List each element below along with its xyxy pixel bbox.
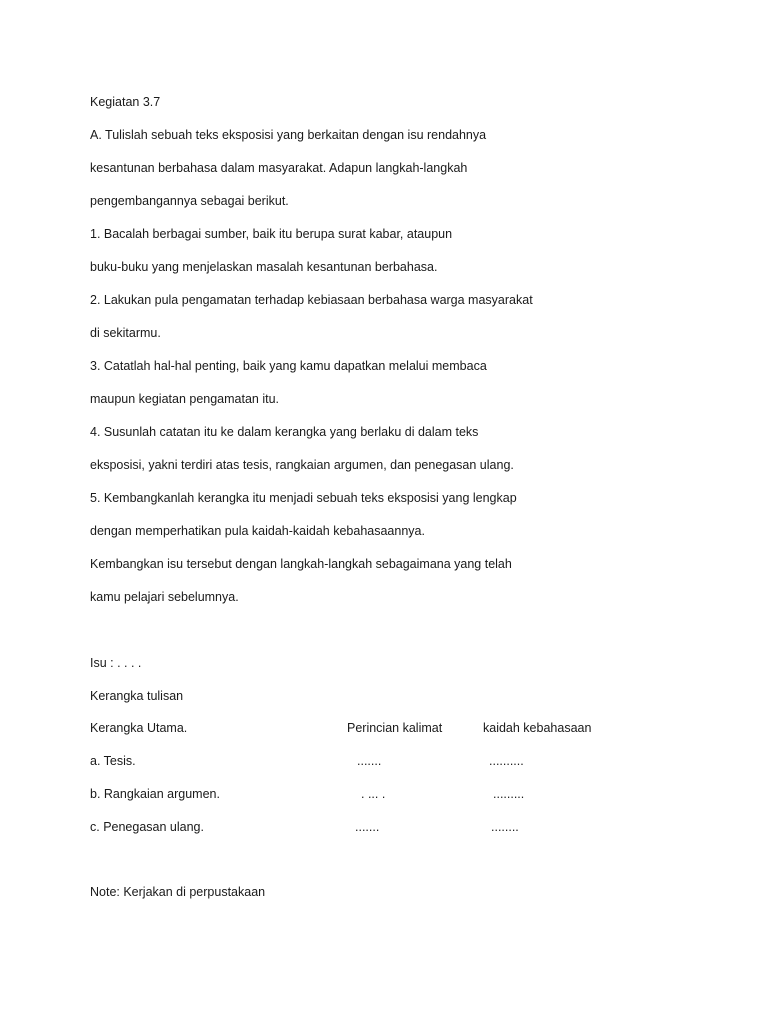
row-label: b. Rangkaian argumen.: [90, 787, 220, 801]
paragraph-line: buku-buku yang menjelaskan masalah kesantunan berbahasa.: [90, 260, 438, 274]
paragraph-line: 3. Catatlah hal-hal penting, baik yang kamu dapatkan melalui membaca: [90, 359, 487, 373]
paragraph-line: pengembangannya sebagai berikut.: [90, 194, 289, 208]
row-label: c. Penegasan ulang.: [90, 820, 204, 834]
paragraph-line: di sekitarmu.: [90, 326, 161, 340]
kerangka-tulisan-heading: Kerangka tulisan: [90, 689, 184, 703]
paragraph-line: dengan memperhatikan pula kaidah-kaidah kebahasaannya.: [90, 524, 425, 538]
header-kaidah-kebahasaan: kaidah kebahasaan: [483, 721, 592, 735]
header-kerangka-utama: Kerangka Utama.: [90, 721, 188, 735]
paragraph-line: 5. Kembangkanlah kerangka itu menjadi sebuah teks eksposisi yang lengkap: [90, 491, 517, 505]
paragraph-line: 1. Bacalah berbagai sumber, baik itu berupa surat kabar, ataupun: [90, 227, 453, 241]
row-kaidah: .........: [493, 787, 525, 801]
row-label: a. Tesis.: [90, 754, 136, 768]
paragraph-line: A. Tulislah sebuah teks eksposisi yang berkaitan dengan isu rendahnya: [90, 128, 487, 142]
paragraph-line: eksposisi, yakni terdiri atas tesis, rangkaian argumen, dan penegasan ulang.: [90, 458, 514, 472]
paragraph-line: kamu pelajari sebelumnya.: [90, 590, 239, 604]
row-kaidah: ..........: [489, 754, 524, 768]
row-kaidah: ........: [491, 820, 519, 834]
paragraph-line: Kembangkan isu tersebut dengan langkah-langkah sebagaimana yang telah: [90, 557, 512, 571]
header-perincian-kalimat: Perincian kalimat: [347, 721, 443, 735]
note-line: Note: Kerjakan di perpustakaan: [90, 885, 266, 899]
row-perincian: .......: [357, 754, 382, 768]
paragraph-line: maupun kegiatan pengamatan itu.: [90, 392, 280, 406]
paragraph-line: kesantunan berbahasa dalam masyarakat. Adapun langkah-langkah: [90, 161, 468, 175]
isu-line: Isu : . . . .: [90, 656, 142, 670]
row-perincian: . ... .: [361, 787, 386, 801]
paragraph-line: 2. Lakukan pula pengamatan terhadap kebiasaan berbahasa warga masyarakat: [90, 293, 533, 307]
activity-title: Kegiatan 3.7: [90, 95, 161, 109]
paragraph-line: 4. Susunlah catatan itu ke dalam kerangka yang berlaku di dalam teks: [90, 425, 479, 439]
row-perincian: .......: [355, 820, 380, 834]
